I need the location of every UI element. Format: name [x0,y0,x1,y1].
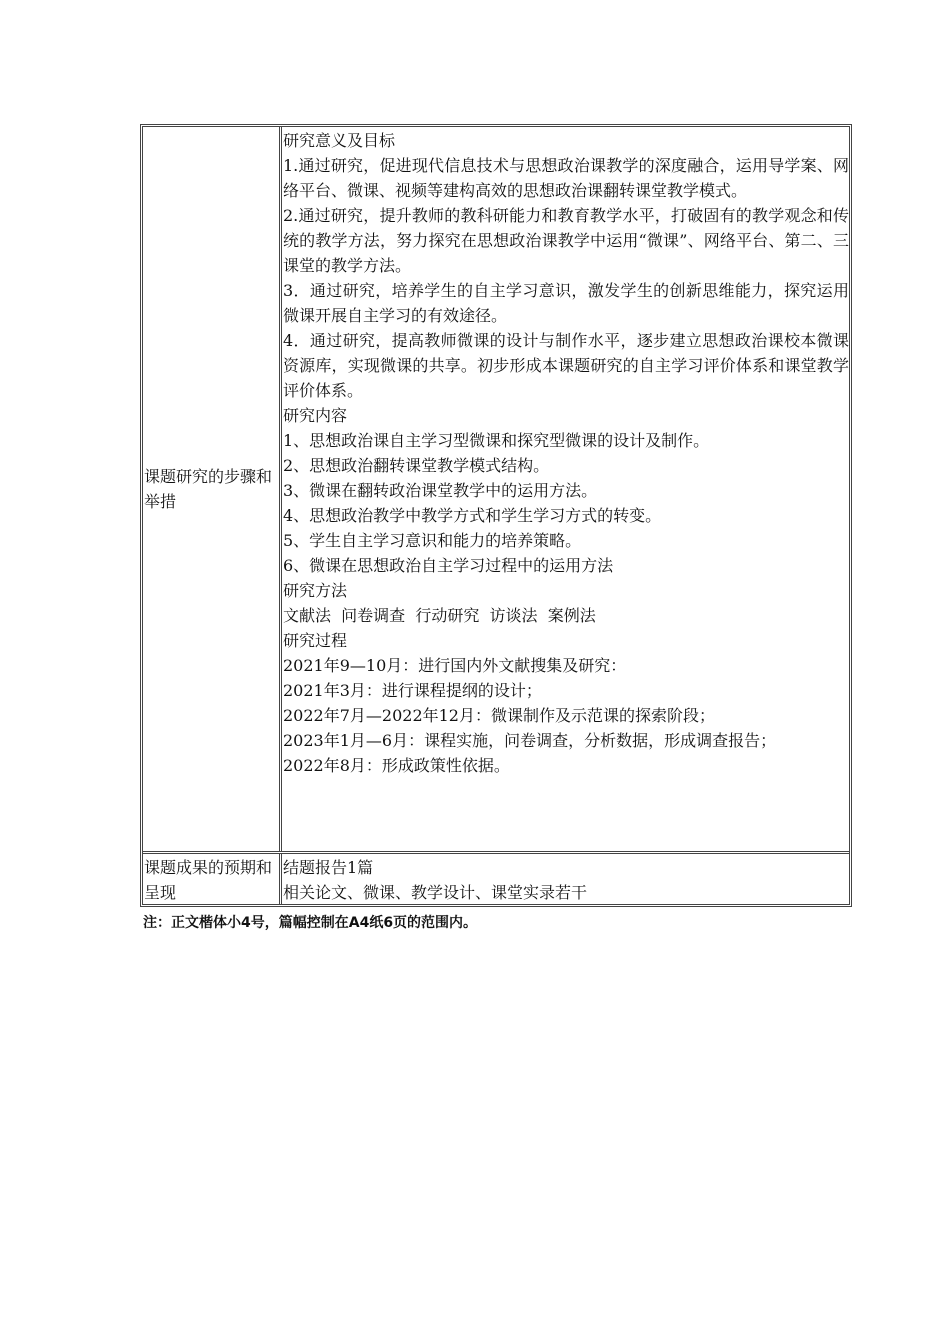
section-heading-significance: 研究意义及目标 [283,131,396,150]
goal-item-4: 4．通过研究，提高教师微课的设计与制作水平，逐步建立思想政治课校本微课资源库，实现微课的共享。初步形成本课题研究的自主学习评价体系和课堂教学评价体系。 [283,331,849,400]
content-item-2: 2、思想政治翻转课堂教学模式结构。 [283,456,550,475]
result-item-2: 相关论文、微课、教学设计、课堂实录若干 [283,883,588,902]
footnote: 注：正文楷体小4号，篇幅控制在A4纸6页的范围内。 [143,915,478,931]
steps-label: 课题研究的步骤和举措 [144,467,273,511]
steps-content-cell [282,127,849,851]
steps-label-cell [143,127,282,851]
goal-item-2: 2.通过研究，提升教师的教科研能力和教育教学水平，打破固有的教学观念和传统的教学方法，努力探究在思想政治课教学中运用“微课”、网络平台、第二、三课堂的教学方法。 [283,206,849,275]
process-item-3: 2022年7月—2022年12月：微课制作及示范课的探索阶段； [283,706,715,725]
content-item-1: 1、思想政治课自主学习型微课和探究型微课的设计及制作。 [283,431,710,450]
methods-list: 文献法 问卷调查 行动研究 访谈法 案例法 [283,606,596,625]
process-item-1: 2021年9—10月：进行国内外文献搜集及研究： [283,656,627,675]
results-label: 课题成果的预期和呈现 [144,858,273,902]
steps-row [143,127,849,851]
results-label-cell [143,854,282,904]
results-content-cell [282,854,849,904]
content-item-3: 3、微课在翻转政治课堂教学中的运用方法。 [283,481,598,500]
content-item-5: 5、学生自主学习意识和能力的培养策略。 [283,531,582,550]
section-heading-methods: 研究方法 [283,581,348,600]
section-heading-content: 研究内容 [283,406,348,425]
result-item-1: 结题报告1篇 [283,858,374,877]
proposal-table [140,124,852,907]
process-item-2: 2021年3月：进行课程提纲的设计； [283,681,542,700]
goal-item-3: 3．通过研究，培养学生的自主学习意识，激发学生的创新思维能力，探究运用微课开展自主学习的有效途径。 [283,281,849,325]
goal-item-1: 1.通过研究，促进现代信息技术与思想政治课教学的深度融合，运用导学案、网络平台、微课、视频等建构高效的思想政治课翻转课堂教学模式。 [283,156,849,200]
content-item-6: 6、微课在思想政治自主学习过程中的运用方法 [283,556,614,575]
results-row [143,851,849,904]
process-item-5: 2022年8月：形成政策性依据。 [283,756,510,775]
section-heading-process: 研究过程 [283,631,348,650]
content-item-4: 4、思想政治教学中教学方式和学生学习方式的转变。 [283,506,662,525]
process-item-4: 2023年1月—6月：课程实施，问卷调查，分析数据，形成调查报告； [283,731,777,750]
